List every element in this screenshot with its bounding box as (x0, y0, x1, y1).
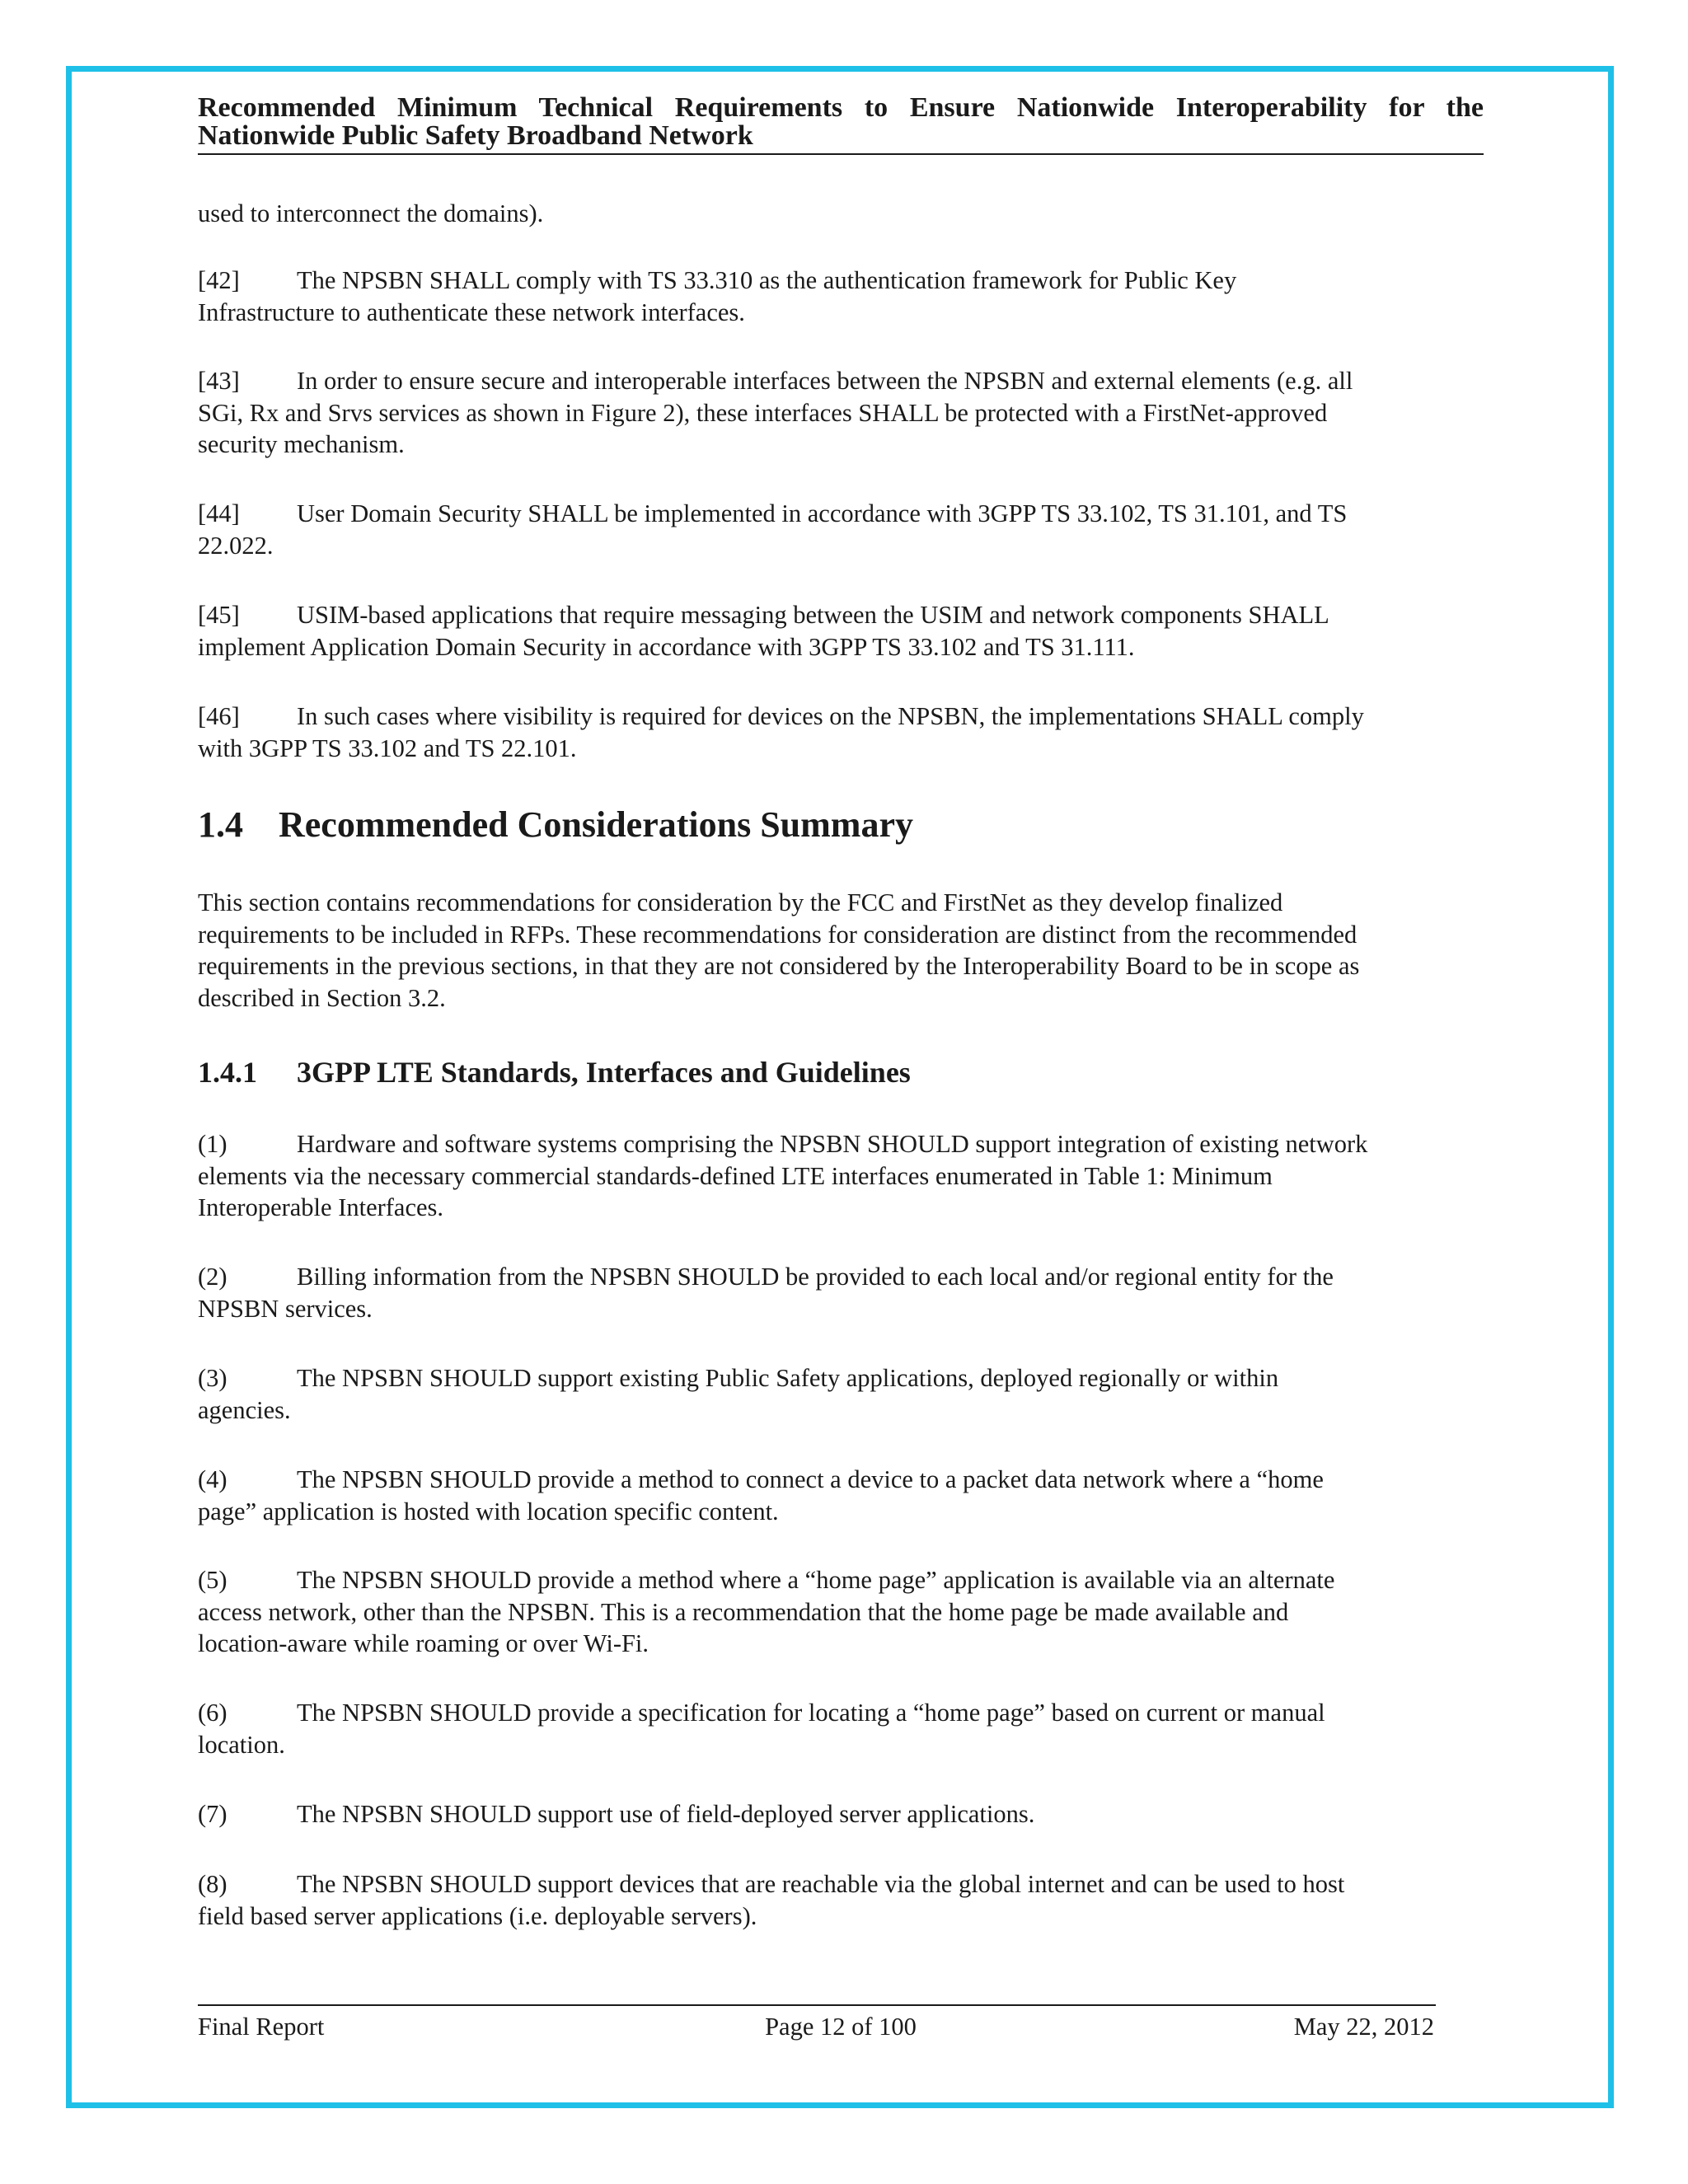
header-rule (198, 153, 1484, 155)
requirement-number: [44] (198, 499, 240, 527)
item-number: (8) (198, 1870, 227, 1898)
item-text-cont: page” application is hosted with location specific content. (198, 1497, 779, 1526)
document-header (198, 94, 1484, 150)
item-text-cont: location-aware while roaming or over Wi-Fi. (198, 1629, 649, 1657)
section-title: Recommended Considerations Summary (279, 804, 913, 845)
item-text: Billing information from the NPSBN SHOULD be provided to each local and/or regional entity for the (297, 1263, 1334, 1291)
requirement-text: In order to ensure secure and interoperable interfaces between the NPSBN and external elements (e.g. all (297, 367, 1353, 395)
consideration-3 (198, 1362, 1484, 1426)
item-text-cont: elements via the necessary commercial standards-defined LTE interfaces enumerated in Table 1: Minimum (198, 1161, 1273, 1190)
consideration-2 (198, 1261, 1484, 1324)
item-text-cont: NPSBN services. (198, 1294, 373, 1323)
requirement-text-cont: security mechanism. (198, 430, 405, 458)
footer-date: May 22, 2012 (1293, 2013, 1434, 2041)
item-number: (4) (198, 1465, 227, 1493)
requirement-43 (198, 365, 1484, 461)
requirement-45 (198, 599, 1484, 663)
requirement-text: In such cases where visibility is required for devices on the NPSBN, the implementations SHALL comply (297, 702, 1364, 730)
section-intro: This section contains recommendations for consideration by the FCC and FirstNet as they develop finalized requirements to be included in RFPs. These recommendations for consideration are distinct from the recommended requirements in the previous sections, in that they are not considered by the Interoperability Board to be in scope as described in Section 3.2. (198, 888, 1360, 1012)
item-text-cont: access network, other than the NPSBN. This is a recommendation that the home page be made available and (198, 1597, 1289, 1626)
item-number: (7) (198, 1800, 227, 1828)
section-heading (198, 804, 913, 846)
header-title-line2: Nationwide Public Safety Broadband Network (198, 120, 753, 151)
item-text: The NPSBN SHOULD provide a method where a “home page” application is available via an alternate (297, 1566, 1335, 1594)
subsection-heading (198, 1055, 911, 1090)
requirement-42 (198, 265, 1484, 328)
requirement-text-cont: implement Application Domain Security in accordance with 3GPP TS 33.102 and TS 31.111. (198, 632, 1135, 661)
item-text: The NPSBN SHOULD provide a specification for locating a “home page” based on current or manual (297, 1699, 1325, 1727)
footer-rule (198, 2004, 1436, 2006)
continuation-text: used to interconnect the domains). (198, 199, 544, 227)
consideration-4 (198, 1464, 1484, 1527)
requirement-text-cont: with 3GPP TS 33.102 and TS 22.101. (198, 733, 577, 762)
consideration-6 (198, 1697, 1484, 1760)
requirement-number: [43] (198, 367, 240, 395)
requirement-text: User Domain Security SHALL be implemented in accordance with 3GPP TS 33.102, TS 31.101, and TS (297, 499, 1348, 527)
requirement-44 (198, 498, 1484, 561)
item-text-cont: field based server applications (i.e. deployable servers). (198, 1901, 757, 1930)
requirement-text-cont: 22.022. (198, 531, 274, 560)
requirement-text-cont: SGi, Rx and Srvs services as shown in Figure 2), these interfaces SHALL be protected with a FirstNet-approved (198, 398, 1328, 427)
item-number: (3) (198, 1364, 227, 1392)
item-text-cont: Interoperable Interfaces. (198, 1193, 444, 1221)
item-number: (6) (198, 1699, 227, 1727)
header-title-line1: Recommended Minimum Technical Requirements to Ensure Nationwide Interoperability for the (198, 92, 1484, 123)
consideration-5 (198, 1564, 1484, 1660)
item-number: (1) (198, 1130, 227, 1158)
item-text: The NPSBN SHOULD support devices that are reachable via the global internet and can be used to host (297, 1870, 1345, 1898)
requirement-text: The NPSBN SHALL comply with TS 33.310 as the authentication framework for Public Key (297, 266, 1237, 294)
subsection-number: 1.4.1 (198, 1056, 257, 1089)
item-text-cont: location. (198, 1730, 285, 1759)
footer-report-title: Final Report (198, 2013, 325, 2041)
requirement-text: USIM-based applications that require messaging between the USIM and network components SHALL (297, 601, 1329, 629)
consideration-1 (198, 1128, 1484, 1224)
requirement-number: [45] (198, 601, 240, 629)
item-text: The NPSBN SHOULD provide a method to connect a device to a packet data network where a “home (297, 1465, 1324, 1493)
requirement-46 (198, 701, 1484, 764)
consideration-8 (198, 1868, 1484, 1932)
requirement-number: [46] (198, 702, 240, 730)
item-text: The NPSBN SHOULD support existing Public Safety applications, deployed regionally or within (297, 1364, 1279, 1392)
requirement-text-cont: Infrastructure to authenticate these network interfaces. (198, 298, 745, 326)
item-text: The NPSBN SHOULD support use of field-deployed server applications. (297, 1800, 1035, 1828)
item-number: (5) (198, 1566, 227, 1594)
section-number: 1.4 (198, 804, 243, 845)
subsection-title: 3GPP LTE Standards, Interfaces and Guidelines (297, 1056, 911, 1089)
consideration-7 (198, 1798, 1484, 1830)
requirement-number: [42] (198, 266, 240, 294)
footer-page-number: Page 12 of 100 (765, 2013, 917, 2041)
item-number: (2) (198, 1263, 227, 1291)
item-text-cont: agencies. (198, 1395, 291, 1424)
item-text: Hardware and software systems comprising the NPSBN SHOULD support integration of existing network (297, 1130, 1368, 1158)
